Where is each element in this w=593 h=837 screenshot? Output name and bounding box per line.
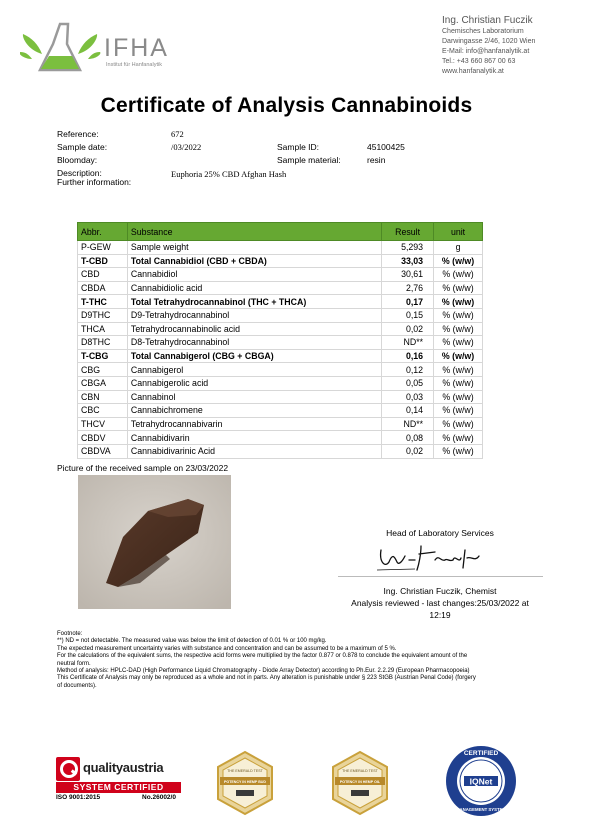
cell-unit: % (w/w): [434, 404, 483, 418]
cell-substance: Total Tetrahydrocannabinol (THC + THCA): [127, 295, 381, 309]
footnote-line: neutral form.: [57, 660, 91, 667]
table-row: [78, 363, 483, 377]
cell-unit: % (w/w): [434, 268, 483, 282]
meta-reference-value: 672: [171, 129, 184, 139]
cell-abbr: THCV: [78, 417, 128, 431]
cell-substance: Tetrahydrocannabivarin: [127, 417, 381, 431]
meta-sample-material-value: resin: [367, 155, 386, 165]
footnote-line: This Certificate of Analysis may only be reproduced as a whole and not in parts. Any alteration is punishable under § 223 StGB (Austrian Penal Code) (forgery: [57, 675, 476, 682]
sample-photo: [78, 475, 231, 609]
cell-abbr: CBDV: [78, 431, 128, 445]
table-row: [78, 376, 483, 390]
qa-iso: ISO 9001:2015: [56, 794, 101, 801]
cell-unit: % (w/w): [434, 444, 483, 458]
qa-number: No.26002/0: [142, 794, 176, 801]
cell-unit: % (w/w): [434, 308, 483, 322]
meta-description-value: Euphoria 25% CBD Afghan Hash: [171, 169, 287, 179]
cell-abbr: CBDVA: [78, 444, 128, 458]
cell-abbr: T-THC: [78, 295, 128, 309]
cell-abbr: CBG: [78, 363, 128, 377]
meta-sample-id-label: Sample ID:: [277, 142, 320, 152]
ifha-logo: [20, 14, 190, 79]
lab-phone: Tel.: +43 660 867 00 63: [442, 58, 516, 65]
cell-unit: % (w/w): [434, 363, 483, 377]
lab-line: Darwingasse 2/46, 1020 Wien: [442, 38, 536, 45]
cell-substance: Cannabidivarin: [127, 431, 381, 445]
cell-unit: % (w/w): [434, 336, 483, 350]
cell-unit: % (w/w): [434, 254, 483, 268]
col-header-result: Result: [382, 223, 434, 241]
cell-substance: Cannabinol: [127, 390, 381, 404]
cell-result: 0,08: [382, 431, 434, 445]
meta-sample-material-label: Sample material:: [277, 155, 341, 165]
iqnet-certified-seal: [444, 744, 518, 818]
cell-result: 0,03: [382, 390, 434, 404]
meta-bloomday-label: Bloomday:: [57, 155, 98, 165]
meta-sample-date-value: /03/2022: [171, 142, 202, 152]
cell-substance: Tetrahydrocannabinolic acid: [127, 322, 381, 336]
col-header-abbr: Abbr.: [78, 223, 128, 241]
cell-unit: % (w/w): [434, 295, 483, 309]
qa-q-icon: [56, 757, 80, 781]
cell-abbr: CBN: [78, 390, 128, 404]
emerald-test-badge-oil: [327, 750, 393, 816]
table-row: [78, 444, 483, 458]
logo-subtitle: Institut für Hanfanalytik: [106, 62, 162, 68]
cell-result: 2,76: [382, 281, 434, 295]
table-row: [78, 417, 483, 431]
footnote-line: Footnote:: [57, 631, 83, 637]
cell-substance: Cannabichromene: [127, 404, 381, 418]
table-row: [78, 295, 483, 309]
meta-sample-date-label: Sample date:: [57, 142, 108, 152]
table-row: [78, 336, 483, 350]
table-row: [78, 431, 483, 445]
cell-result: 0,02: [382, 322, 434, 336]
cell-result: ND**: [382, 336, 434, 350]
table-row: [78, 390, 483, 404]
cell-result: ND**: [382, 417, 434, 431]
cell-result: 0,05: [382, 376, 434, 390]
cell-unit: % (w/w): [434, 390, 483, 404]
cell-substance: Cannabidiolic acid: [127, 281, 381, 295]
lab-line: Chemisches Laboratorium: [442, 28, 524, 35]
cell-substance: Total Cannabidiol (CBD + CBDA): [127, 254, 381, 268]
signatory-name: Ing. Christian Fuczik, Chemist: [383, 586, 497, 596]
cell-unit: g: [434, 241, 483, 255]
cell-result: 0,12: [382, 363, 434, 377]
cell-result: 0,14: [382, 404, 434, 418]
iqnet-name: IQNet: [469, 776, 493, 787]
review-line-2: 12:19: [429, 610, 451, 620]
cell-result: 5,293: [382, 241, 434, 255]
lab-address: [442, 14, 587, 77]
signature-heading: Head of Laboratory Services: [386, 528, 494, 538]
cell-substance: D8-Tetrahydrocannabinol: [127, 336, 381, 350]
cell-substance: D9-Tetrahydrocannabinol: [127, 308, 381, 322]
footnote-line: For the calculations of the equivalent sums, the respective acid forms were multiplied by the factor 0.877 or 0.878 to conclude the equivalent amount of the: [57, 653, 468, 660]
col-header-unit: unit: [434, 223, 483, 241]
cell-substance: Total Cannabigerol (CBG + CBGA): [127, 349, 381, 363]
cell-result: 0,16: [382, 349, 434, 363]
footnote-line: of documents).: [57, 682, 97, 689]
lab-name: Ing. Christian Fuczik: [442, 15, 533, 26]
meta-description-label: Description:: [57, 168, 102, 178]
cell-substance: Cannabigerol: [127, 363, 381, 377]
table-row: [78, 349, 483, 363]
cell-abbr: CBC: [78, 404, 128, 418]
results-table: [77, 222, 483, 459]
cell-substance: Cannabigerolic acid: [127, 376, 381, 390]
cell-unit: % (w/w): [434, 417, 483, 431]
cell-abbr: T-CBD: [78, 254, 128, 268]
col-header-substance: Substance: [127, 223, 381, 241]
cell-abbr: CBD: [78, 268, 128, 282]
cell-abbr: CBDA: [78, 281, 128, 295]
badge2-mid: POTENCY IN HEMP OIL: [339, 780, 381, 784]
meta-further-label: Further information:: [57, 177, 132, 187]
footnote-line: Method of analysis: HPLC-DAD (High Performance Liquid Chromatography - Diode Array Detector) according to Ph.Eur. 2.2.29 (European Pharmacopoeia): [57, 668, 470, 675]
cell-substance: Sample weight: [127, 241, 381, 255]
cell-abbr: D9THC: [78, 308, 128, 322]
meta-reference-label: Reference:: [57, 129, 99, 139]
cell-result: 0,02: [382, 444, 434, 458]
footnote-line: **) ND = not detectable. The measured value was below the limit of detection of 0.01 % or 100 mg/kg.: [57, 638, 327, 645]
cell-abbr: P-GEW: [78, 241, 128, 255]
badge1-mid: POTENCY IN HEMP BUD: [224, 780, 266, 784]
meta-sample-id-value: 45100425: [367, 142, 405, 152]
results-body: [78, 241, 483, 459]
handwritten-signature: [375, 540, 495, 576]
emerald-test-badge-bud: [212, 750, 278, 816]
qualityaustria-logo: [56, 757, 184, 803]
iqnet-bottom: MANAGEMENT SYSTEM: [455, 807, 507, 812]
badge1-top: THE EMERALD TEST: [227, 769, 263, 773]
table-row: [78, 268, 483, 282]
table-row: [78, 254, 483, 268]
table-row: [78, 308, 483, 322]
signature-line: [338, 576, 543, 577]
qa-brand: qualityaustria: [83, 760, 164, 775]
cell-unit: % (w/w): [434, 281, 483, 295]
logo-wordmark: IFHA: [104, 34, 169, 62]
review-line-1: Analysis reviewed - last changes:25/03/2022 at: [351, 598, 529, 608]
lab-email: E-Mail: info@hanfanalytik.at: [442, 48, 530, 55]
cell-unit: % (w/w): [434, 431, 483, 445]
cell-abbr: THCA: [78, 322, 128, 336]
footnote: [57, 631, 557, 690]
footnote-line: The expected measurement uncertainty varies with substance and concentration and can be assumed to be a maximum of 5 %.: [57, 645, 397, 652]
cell-unit: % (w/w): [434, 376, 483, 390]
cell-abbr: T-CBG: [78, 349, 128, 363]
table-row: [78, 322, 483, 336]
table-row: [78, 241, 483, 255]
cell-abbr: D8THC: [78, 336, 128, 350]
cell-unit: % (w/w): [434, 349, 483, 363]
table-row: [78, 281, 483, 295]
cell-result: 33,03: [382, 254, 434, 268]
cell-substance: Cannabidiol: [127, 268, 381, 282]
page-title: Certificate of Analysis Cannabinoids: [100, 94, 473, 117]
badge2-top: THE EMERALD TEST: [342, 769, 378, 773]
qa-system-certified: SYSTEM CERTIFIED: [56, 782, 181, 793]
cell-result: 0,15: [382, 308, 434, 322]
cell-result: 30,61: [382, 268, 434, 282]
iqnet-top: CERTIFIED: [463, 750, 499, 757]
cell-abbr: CBGA: [78, 376, 128, 390]
lab-website: www.hanfanalytik.at: [442, 68, 504, 75]
table-header-row: [78, 223, 483, 241]
cell-substance: Cannabidivarinic Acid: [127, 444, 381, 458]
cell-unit: % (w/w): [434, 322, 483, 336]
table-row: [78, 404, 483, 418]
picture-caption: Picture of the received sample on 23/03/2022: [57, 463, 229, 473]
cell-result: 0,17: [382, 295, 434, 309]
